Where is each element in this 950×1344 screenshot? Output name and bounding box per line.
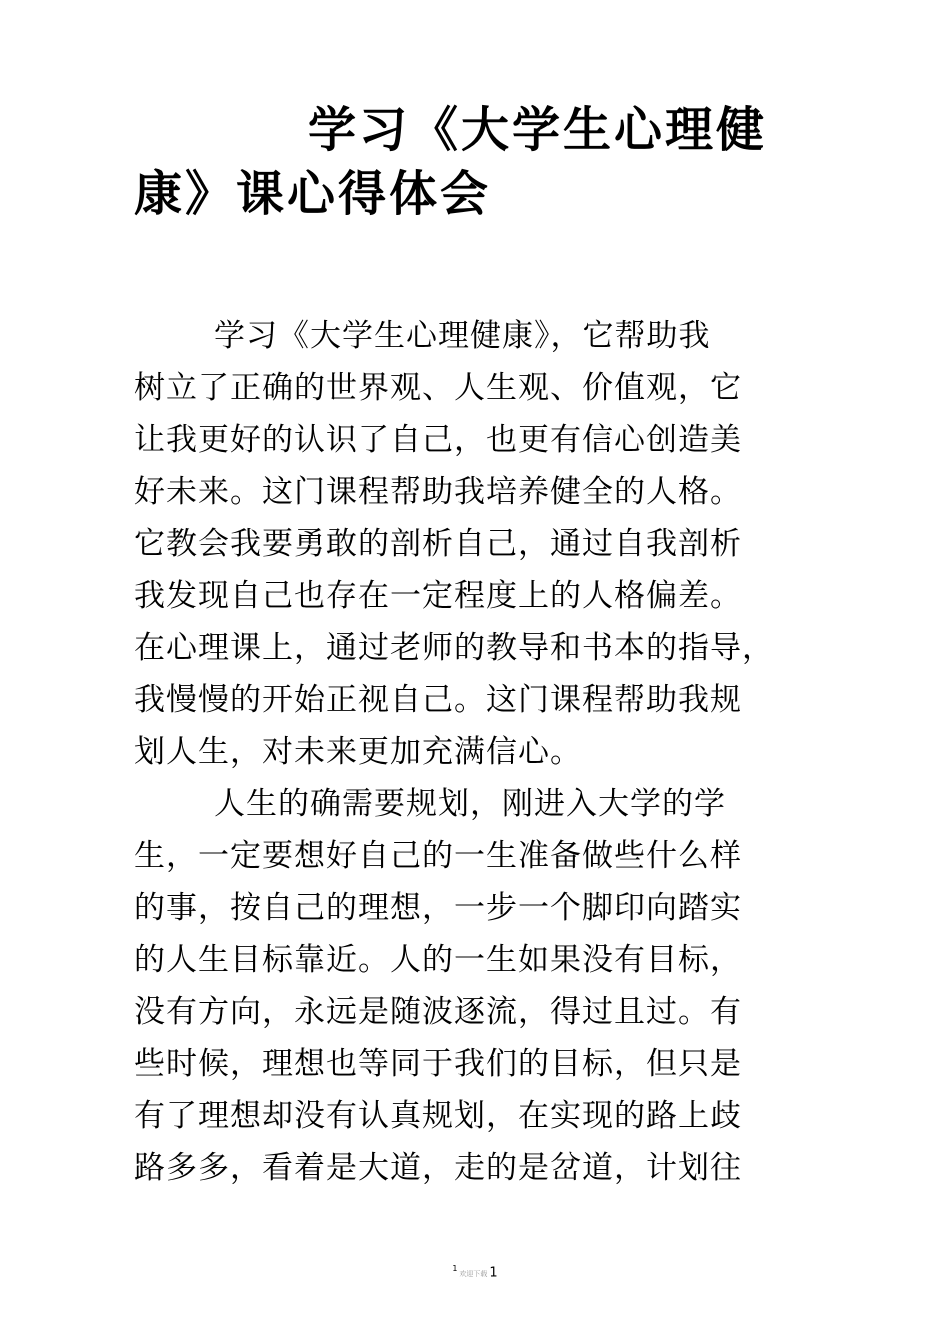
document-title — [134, 98, 834, 226]
paragraph-1-line: 让我更好的认识了自己，也更有信心创造美 — [134, 422, 742, 458]
paragraph-1-line: 学习《大学生心理健康》，它帮助我 — [214, 318, 711, 354]
paragraph-2-line: 些时候，理想也等同于我们的目标，但只是 — [134, 1046, 742, 1082]
paragraph-1-line: 它教会我要勇敢的剖析自己，通过自我剖析 — [134, 526, 742, 562]
paragraph-2-line: 路多多，看着是大道，走的是岔道，计划往 — [134, 1150, 742, 1186]
paragraph-1-line: 我发现自己也存在一定程度上的人格偏差。 — [134, 578, 742, 614]
document-body — [134, 310, 834, 1194]
paragraph-1-line: 划人生，对未来更加充满信心。 — [134, 734, 582, 770]
page-footer — [0, 1260, 950, 1283]
paragraph-2-line: 有了理想却没有认真规划，在实现的路上歧 — [134, 1098, 742, 1134]
paragraph-1-line: 我慢慢的开始正视自己。这门课程帮助我规 — [134, 682, 742, 718]
paragraph-2-line: 生，一定要想好自己的一生准备做些什么样 — [134, 838, 742, 874]
paragraph-1-line: 好未来。这门课程帮助我培养健全的人格。 — [134, 474, 742, 510]
footer-watermark: 欢迎下载 — [459, 1270, 488, 1279]
paragraph-2-line: 人生的确需要规划，刚进入大学的学 — [214, 786, 726, 822]
paragraph-2-line: 没有方向，永远是随波逐流，得过且过。有 — [134, 994, 742, 1030]
paragraph-2-line: 的人生目标靠近。人的一生如果没有目标， — [134, 942, 742, 978]
paragraph-2-line: 的事，按自己的理想，一步一个脚印向踏实 — [134, 890, 742, 926]
page-number: 1 — [489, 1265, 498, 1281]
paragraph-1-line: 树立了正确的世界观、人生观、价值观，它 — [134, 370, 742, 406]
paragraph-1-line: 在心理课上，通过老师的教导和书本的指导， — [134, 630, 774, 666]
title-line-1: 学习《大学生心理健 — [308, 102, 768, 158]
footer-page-superscript: 1 — [452, 1264, 458, 1273]
title-line-2: 康》课心得体会 — [134, 166, 492, 222]
